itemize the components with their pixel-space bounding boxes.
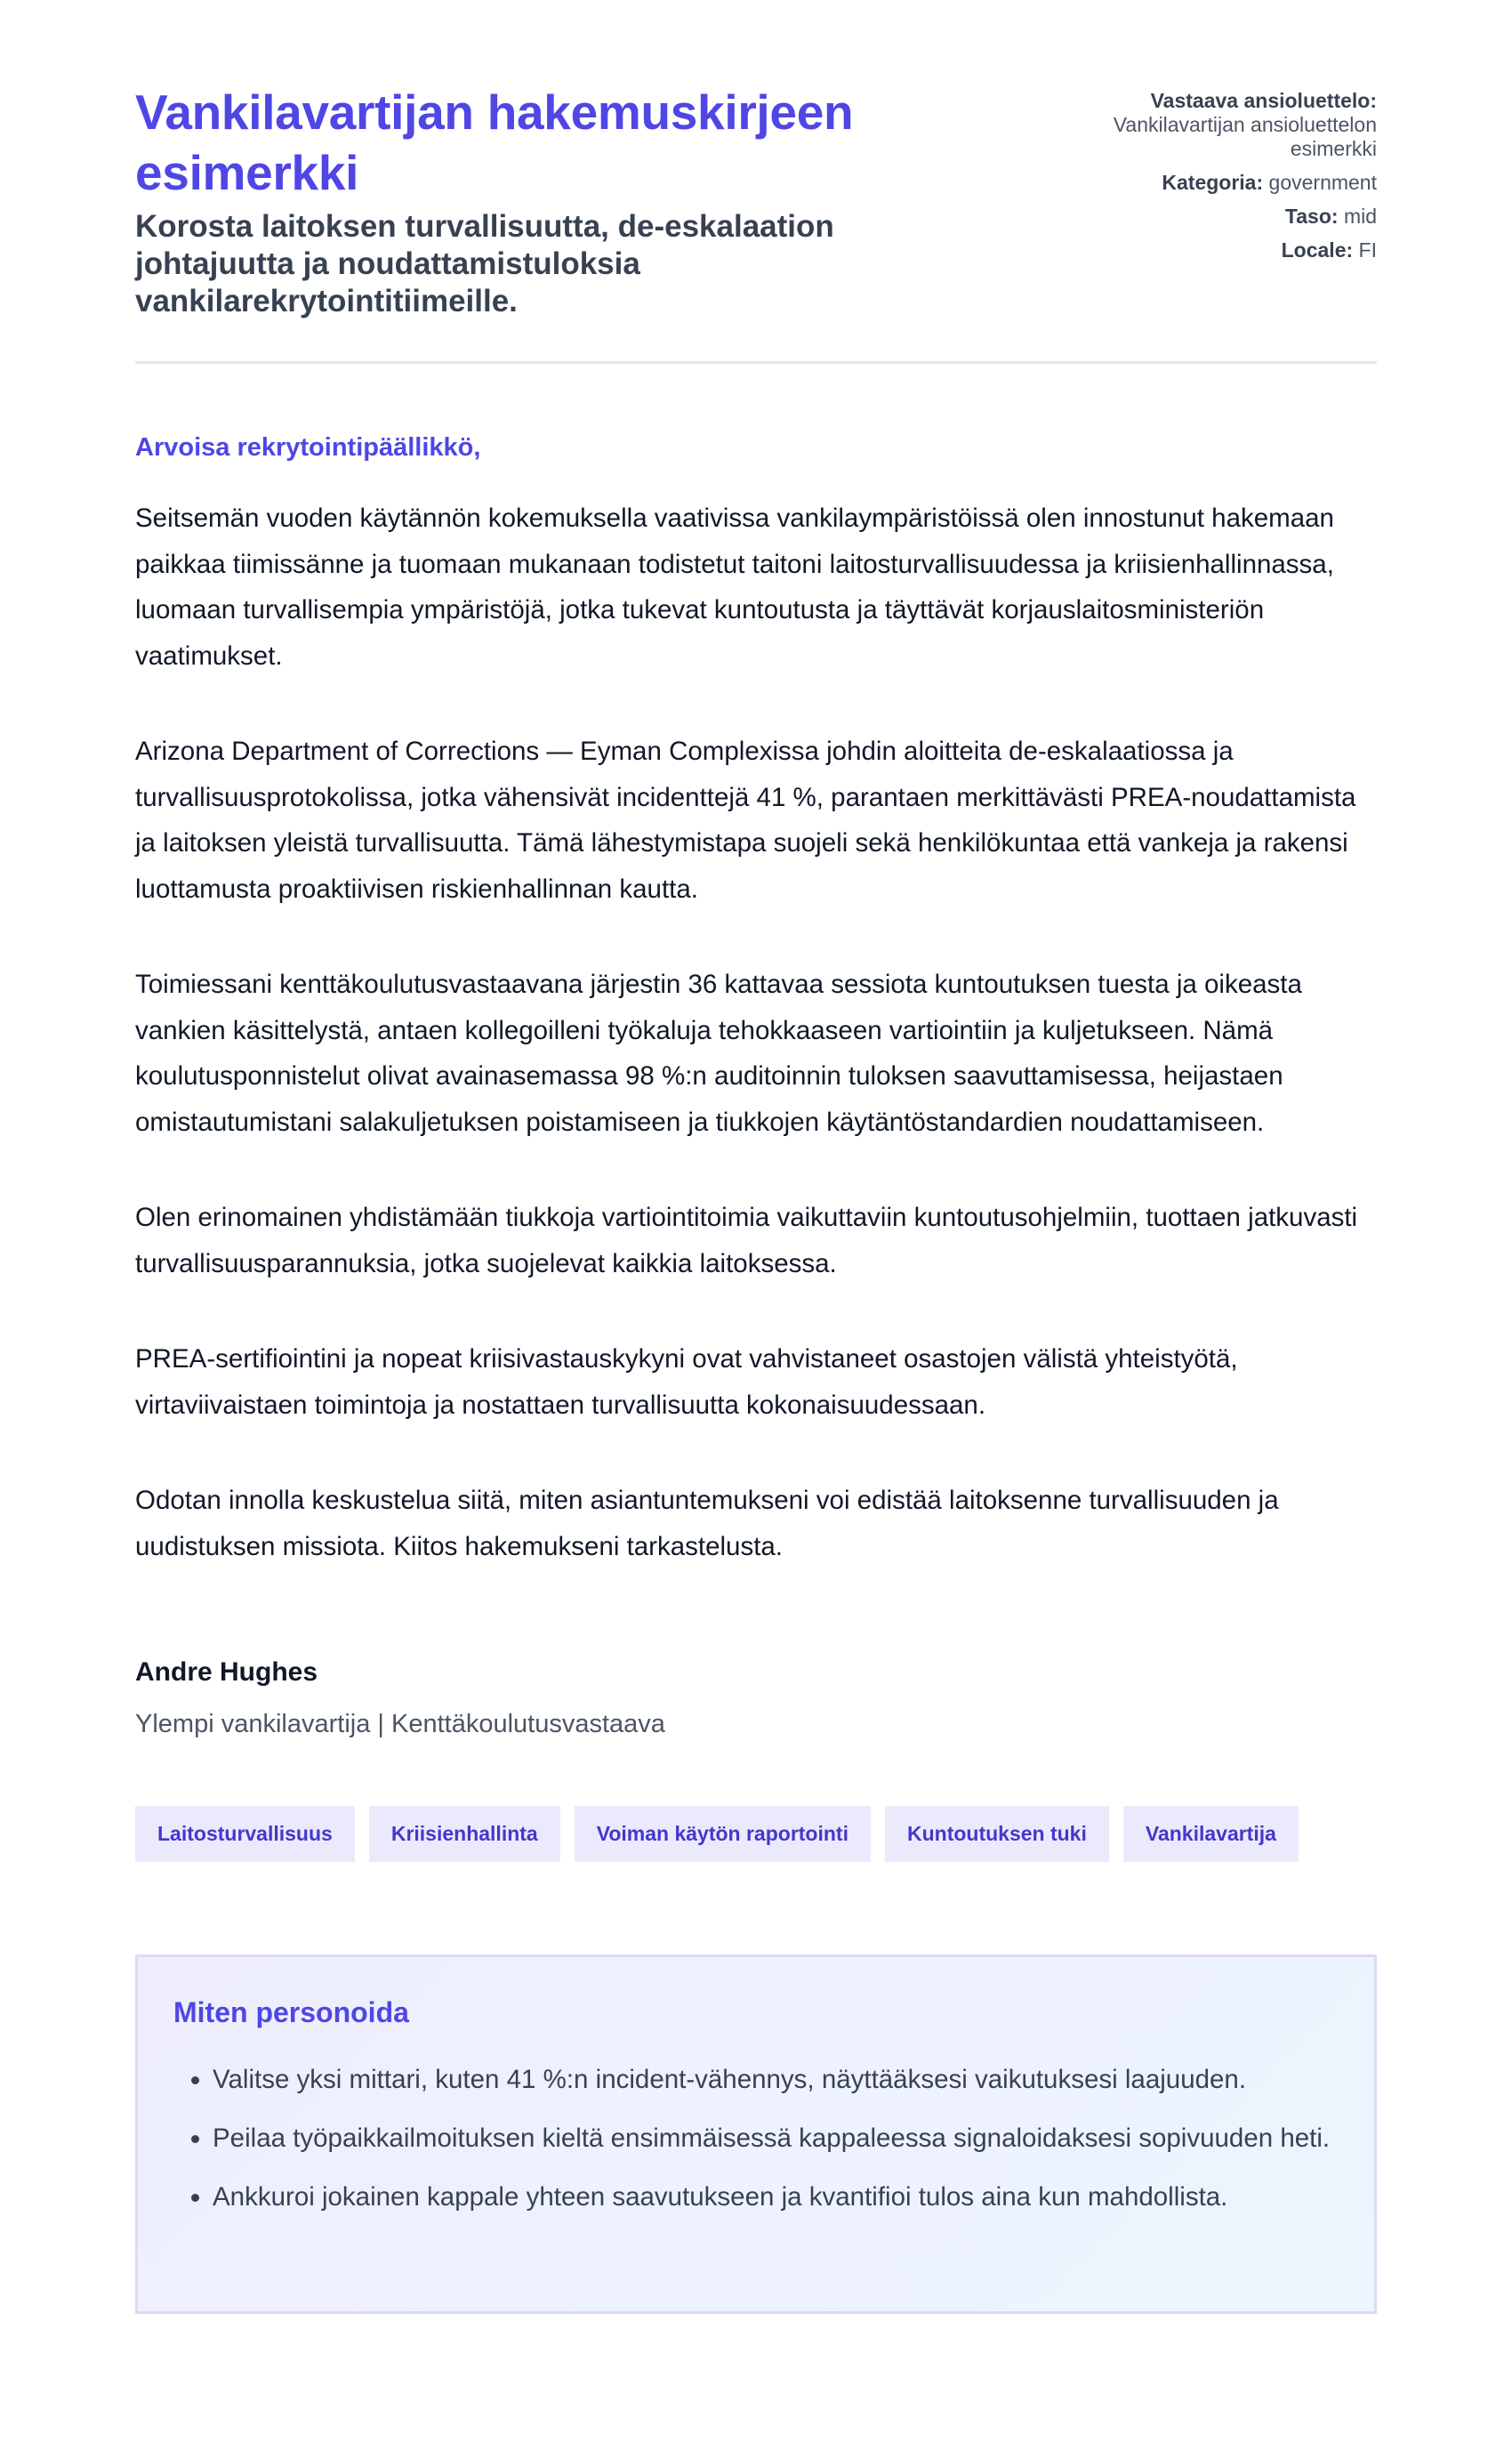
meta-resume (1057, 89, 1377, 161)
meta-resume-value: Vankilavartijan ansioluettelon esimerkki (1113, 113, 1377, 160)
meta-category-label: Kategoria: (1162, 171, 1264, 194)
letter-paragraph: Toimiessani kenttäkoulutusvastaavana järjestin 36 kattavaa sessiota kuntoutuksen tuesta ja oikeasta vankien käsittelystä, antaen kollegoilleni työkaluja tehokkaaseen vartiointiin ja kuljetukseen. Nämä koulutusponnistelut olivat avainasemassa 98 %:n auditoinnin tuloksen saavuttamisessa, heijastaen omistautumistani salakuljetuksen poistamiseen ja tiukkojen käytäntöstandardien noudattamiseen. (135, 970, 1302, 1137)
tip-item: • Valitse yksi mittari, kuten 41 %:n incident-vähennys, näyttääksesi vaikutuksesi laajuuden. (213, 2057, 1339, 2103)
personalization-tips (135, 1954, 1377, 2314)
meta-locale (1057, 238, 1377, 262)
tip-item: • Peilaa työpaikkailmoituksen kieltä ensimmäisessä kappaleessa signaloidaksesi sopivuuden heti. (213, 2116, 1339, 2162)
tag-list (135, 1806, 1377, 1862)
page-header (135, 82, 1377, 364)
meta-panel (1057, 82, 1377, 272)
meta-level (1057, 205, 1377, 229)
page-title: Vankilavartijan hakemuskirjeen esimerkki (135, 85, 854, 200)
greeting: Arvoisa rekrytointipäällikkö, (135, 433, 481, 462)
signature-title: Ylempi vankilavartija | Kenttäkoulutusvastaava (135, 1710, 665, 1738)
tips-list (173, 2057, 1339, 2220)
tag[interactable]: Laitosturvallisuus (135, 1806, 355, 1862)
cover-letter-page (135, 0, 1377, 2314)
signature (135, 1655, 1377, 1742)
letter-paragraph: Arizona Department of Corrections — Eyman Complexissa johdin aloitteita de-eskalaatiossa ja turvallisuusprotokolissa, jotka vähensivät incidenttejä 41 %, parantaen merkittävästi PREA-noudattamista ja laitoksen yleistä turvallisuutta. Tämä lähestymistapa suojeli sekä henkilökuntaa että vankeja ja rakensi luottamusta proaktiivisen riskienhallinnan kautta. (135, 737, 1356, 904)
meta-locale-value: FI (1358, 238, 1377, 262)
page-subtitle: Korosta laitoksen turvallisuutta, de-eskalaation johtajuutta ja noudattamistuloksia vankilarekrytointitiimeille. (135, 209, 834, 318)
letter-paragraph: PREA-sertifiointini ja nopeat kriisivastauskykyni ovat vahvistaneet osastojen välistä yhteistyötä, virtaviivaistaen toimintoja ja nostattaen turvallisuutta kokonaisuudessaan. (135, 1344, 1238, 1420)
letter-paragraph: Odotan innolla keskustelua siitä, miten asiantuntemukseni voi edistää laitoksenne turvallisuuden ja uudistuksen missiota. Kiitos hakemukseni tarkastelusta. (135, 1486, 1279, 1561)
tag[interactable]: Kriisienhallinta (369, 1806, 560, 1862)
tag[interactable]: Voiman käytön raportointi (575, 1806, 871, 1862)
title-block (135, 82, 962, 320)
meta-locale-label: Locale: (1281, 238, 1354, 262)
signature-name: Andre Hughes (135, 1657, 318, 1687)
letter-paragraph: Seitsemän vuoden käytännön kokemuksella vaativissa vankilaympäristöissä olen innostunut hakemaan paikkaa tiimissänne ja tuomaan mukanaan todistetut taitoni laitosturvallisuudessa ja kriisienhallinnassa, luomaan turvallisempia ympäristöjä, jotka tukevat kuntoutusta ja täyttävät korjauslaitosministeriön vaatimukset. (135, 504, 1334, 671)
meta-level-value: mid (1343, 205, 1377, 228)
tips-heading: Miten personoida (173, 1996, 409, 2028)
letter-body (135, 430, 1377, 1742)
tag[interactable]: Vankilavartija (1123, 1806, 1299, 1862)
meta-category (1057, 171, 1377, 195)
meta-level-label: Taso: (1284, 205, 1339, 228)
tip-item: • Ankkuroi jokainen kappale yhteen saavutukseen ja kvantifioi tulos aina kun mahdollista. (213, 2174, 1339, 2220)
tag[interactable]: Kuntoutuksen tuki (885, 1806, 1109, 1862)
meta-category-value: government (1268, 171, 1377, 194)
letter-paragraph: Olen erinomainen yhdistämään tiukkoja vartiointitoimia vaikuttaviin kuntoutusohjelmiin, tuottaen jatkuvasti turvallisuusparannuksia, jotka suojelevat kaikkia laitoksessa. (135, 1203, 1358, 1278)
meta-resume-label: Vastaava ansioluettelo: (1150, 89, 1377, 112)
